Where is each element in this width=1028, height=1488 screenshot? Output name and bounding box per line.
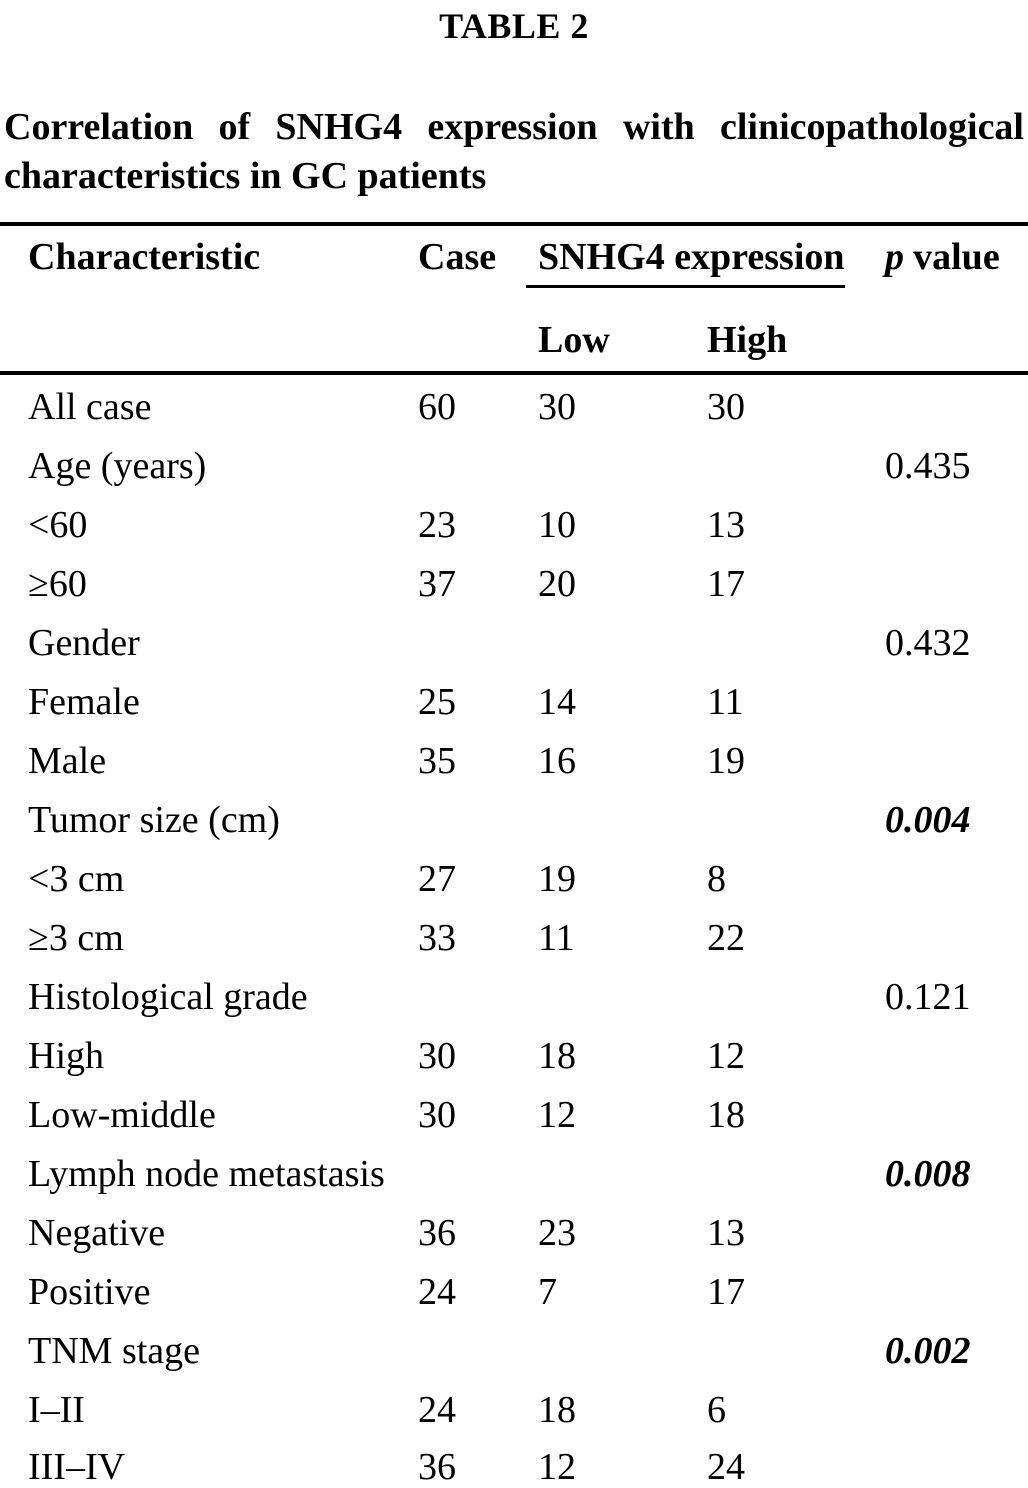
characteristic-cell: <3 cm <box>28 857 125 900</box>
case-cell <box>418 1317 538 1376</box>
p-value-cell <box>885 1376 1028 1435</box>
high-cell: 22 <box>707 916 745 959</box>
high-cell: 6 <box>707 1388 726 1431</box>
header-snhg4-expression-group <box>538 224 885 293</box>
characteristic-cell: I–II <box>28 1388 85 1431</box>
low-cell <box>538 1140 707 1199</box>
header-low: Low <box>538 293 707 373</box>
table-row <box>0 373 1028 432</box>
case-cell: 36 <box>418 1445 456 1488</box>
case-cell <box>418 609 538 668</box>
low-cell: 30 <box>538 385 576 428</box>
characteristic-cell: Female <box>28 680 140 723</box>
table-row <box>0 1258 1028 1317</box>
table-title: Correlation of SNHG4 expression with clinicopathological characteristics in GC patients <box>4 106 1024 198</box>
case-cell: 60 <box>418 385 456 428</box>
table-row <box>0 668 1028 727</box>
table-row <box>0 1317 1028 1376</box>
low-cell: 12 <box>538 1093 576 1136</box>
p-value-cell <box>885 668 1028 727</box>
table-body <box>0 373 1028 1488</box>
low-cell: 23 <box>538 1211 576 1254</box>
low-cell <box>538 609 707 668</box>
high-cell: 17 <box>707 562 745 605</box>
high-cell <box>707 1317 885 1376</box>
table-row <box>0 904 1028 963</box>
high-cell: 11 <box>707 680 744 723</box>
characteristic-cell: Lymph node metastasis <box>28 1152 385 1195</box>
high-cell: 8 <box>707 857 726 900</box>
p-value-cell: 0.008 <box>885 1152 971 1195</box>
table-number-label: TABLE 2 <box>439 6 589 46</box>
case-cell: 35 <box>418 739 456 782</box>
case-cell: 30 <box>418 1034 456 1077</box>
p-value-cell: 0.121 <box>885 975 971 1018</box>
header-p-value <box>885 224 1028 373</box>
case-cell: 27 <box>418 857 456 900</box>
p-value-cell <box>885 1081 1028 1140</box>
table-row <box>0 1376 1028 1435</box>
characteristic-cell: Gender <box>28 621 140 664</box>
low-cell: 18 <box>538 1034 576 1077</box>
high-cell: 17 <box>707 1270 745 1313</box>
characteristic-cell: TNM stage <box>28 1329 201 1372</box>
high-cell <box>707 786 885 845</box>
high-cell: 13 <box>707 503 745 546</box>
case-cell: 37 <box>418 562 456 605</box>
table-row <box>0 845 1028 904</box>
p-value-cell <box>885 845 1028 904</box>
header-case: Case <box>418 224 538 373</box>
clinicopathological-table <box>0 222 1028 1488</box>
table-row <box>0 1435 1028 1488</box>
high-cell: 19 <box>707 739 745 782</box>
table-row <box>0 491 1028 550</box>
characteristic-cell: Tumor size (cm) <box>28 798 280 841</box>
high-cell <box>707 432 885 491</box>
p-value-cell: 0.004 <box>885 798 971 841</box>
low-cell: 11 <box>538 916 575 959</box>
low-cell: 18 <box>538 1388 576 1431</box>
p-value-cell: 0.435 <box>885 444 971 487</box>
low-cell <box>538 1317 707 1376</box>
high-cell: 18 <box>707 1093 745 1136</box>
table-row <box>0 550 1028 609</box>
case-cell: 23 <box>418 503 456 546</box>
case-cell <box>418 432 538 491</box>
low-cell: 19 <box>538 857 576 900</box>
case-cell <box>418 1140 538 1199</box>
high-cell: 30 <box>707 385 745 428</box>
case-cell <box>418 786 538 845</box>
case-cell: 30 <box>418 1093 456 1136</box>
case-cell: 24 <box>418 1270 456 1313</box>
p-value-cell <box>885 727 1028 786</box>
high-cell: 24 <box>707 1445 745 1488</box>
low-cell: 16 <box>538 739 576 782</box>
characteristic-cell: III–IV <box>28 1445 126 1488</box>
p-value-cell <box>885 373 1028 432</box>
case-cell: 25 <box>418 680 456 723</box>
low-cell <box>538 432 707 491</box>
high-cell <box>707 1140 885 1199</box>
p-value-cell <box>885 1022 1028 1081</box>
table-row <box>0 609 1028 668</box>
p-value-cell: 0.432 <box>885 621 971 664</box>
low-cell <box>538 786 707 845</box>
header-snhg4-expression: SNHG4 expression <box>526 235 845 288</box>
characteristic-cell: ≥60 <box>28 562 87 605</box>
p-value-cell <box>885 491 1028 550</box>
header-row-main <box>0 224 1028 293</box>
p-value-cell <box>885 1258 1028 1317</box>
high-cell <box>707 963 885 1022</box>
p-value-cell <box>885 904 1028 963</box>
characteristic-cell: Low-middle <box>28 1093 216 1136</box>
case-cell: 33 <box>418 916 456 959</box>
characteristic-cell: Male <box>28 739 107 782</box>
table-row <box>0 786 1028 845</box>
p-value-cell <box>885 1199 1028 1258</box>
header-p-value-word: value <box>913 235 1000 278</box>
low-cell <box>538 963 707 1022</box>
characteristic-cell: <60 <box>28 503 88 546</box>
table-header <box>0 224 1028 373</box>
characteristic-cell: Positive <box>28 1270 151 1313</box>
characteristic-cell: Negative <box>28 1211 166 1254</box>
p-value-cell: 0.002 <box>885 1329 971 1372</box>
case-cell: 36 <box>418 1211 456 1254</box>
characteristic-cell: Histological grade <box>28 975 308 1018</box>
header-p-italic: p <box>885 235 905 278</box>
low-cell: 10 <box>538 503 576 546</box>
characteristic-cell: ≥3 cm <box>28 916 124 959</box>
low-cell: 20 <box>538 562 576 605</box>
table-row <box>0 1140 1028 1199</box>
characteristic-cell: Age (years) <box>28 444 207 487</box>
table-row <box>0 963 1028 1022</box>
high-cell <box>707 609 885 668</box>
table-row <box>0 727 1028 786</box>
table-row <box>0 1022 1028 1081</box>
case-cell: 24 <box>418 1388 456 1431</box>
case-cell <box>418 963 538 1022</box>
low-cell: 14 <box>538 680 576 723</box>
high-cell: 13 <box>707 1211 745 1254</box>
low-cell: 12 <box>538 1445 576 1488</box>
high-cell: 12 <box>707 1034 745 1077</box>
table-row <box>0 432 1028 491</box>
table-row <box>0 1199 1028 1258</box>
low-cell: 7 <box>538 1270 557 1313</box>
header-high: High <box>707 293 885 373</box>
characteristic-cell: High <box>28 1034 104 1077</box>
p-value-cell <box>885 1435 1028 1488</box>
p-value-cell <box>885 550 1028 609</box>
header-characteristic: Characteristic <box>0 224 418 373</box>
table-row <box>0 1081 1028 1140</box>
characteristic-cell: All case <box>28 385 152 428</box>
